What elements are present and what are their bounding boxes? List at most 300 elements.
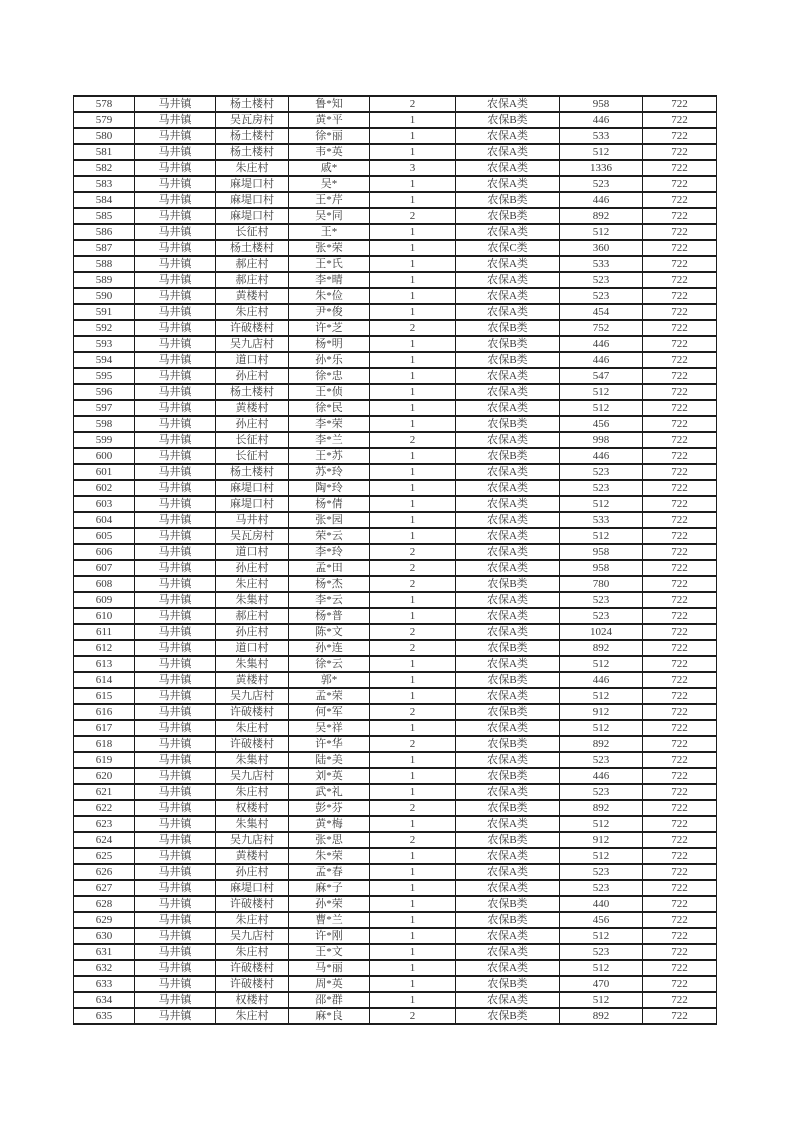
table-cell: 2 xyxy=(370,544,456,560)
table-cell: 1 xyxy=(370,144,456,160)
table-cell: 农保B类 xyxy=(456,832,560,848)
table-row xyxy=(74,832,717,848)
table-cell: 722 xyxy=(643,960,717,976)
table-row xyxy=(74,144,717,160)
table-row xyxy=(74,448,717,464)
table-row xyxy=(74,880,717,896)
table-row xyxy=(74,240,717,256)
table-cell: 麻堤口村 xyxy=(216,192,289,208)
table-cell: 马井镇 xyxy=(135,864,216,880)
table-cell: 1 xyxy=(370,368,456,384)
table-cell: 马井镇 xyxy=(135,96,216,112)
table-cell: 苏*玲 xyxy=(289,464,370,480)
table-row xyxy=(74,416,717,432)
table-row xyxy=(74,336,717,352)
table-cell: 722 xyxy=(643,416,717,432)
table-cell: 1 xyxy=(370,400,456,416)
table-row xyxy=(74,352,717,368)
table-cell: 麻堤口村 xyxy=(216,496,289,512)
table-cell: 580 xyxy=(74,128,135,144)
table-cell: 585 xyxy=(74,208,135,224)
table-row xyxy=(74,368,717,384)
table-cell: 农保A类 xyxy=(456,880,560,896)
table-cell: 马井镇 xyxy=(135,576,216,592)
table-cell: 马井镇 xyxy=(135,480,216,496)
table-cell: 杨土楼村 xyxy=(216,464,289,480)
table-cell: 892 xyxy=(560,800,643,816)
table-cell: 1 xyxy=(370,752,456,768)
table-cell: 许*芝 xyxy=(289,320,370,336)
table-cell: 杨土楼村 xyxy=(216,240,289,256)
table-cell: 722 xyxy=(643,752,717,768)
table-cell: 吴瓦房村 xyxy=(216,528,289,544)
table-row xyxy=(74,816,717,832)
table-cell: 郝庄村 xyxy=(216,256,289,272)
table-cell: 722 xyxy=(643,224,717,240)
table-cell: 998 xyxy=(560,432,643,448)
table-cell: 892 xyxy=(560,640,643,656)
table-cell: 马井镇 xyxy=(135,144,216,160)
table-cell: 610 xyxy=(74,608,135,624)
table-cell: 马井镇 xyxy=(135,608,216,624)
table-cell: 许破楼村 xyxy=(216,960,289,976)
table-cell: 523 xyxy=(560,880,643,896)
table-cell: 许破楼村 xyxy=(216,320,289,336)
table-cell: 农保A类 xyxy=(456,128,560,144)
table-cell: 523 xyxy=(560,176,643,192)
table-cell: 892 xyxy=(560,736,643,752)
table-row xyxy=(74,624,717,640)
table-row xyxy=(74,976,717,992)
table-cell: 农保B类 xyxy=(456,576,560,592)
table-cell: 616 xyxy=(74,704,135,720)
table-cell: 1 xyxy=(370,816,456,832)
table-cell: 722 xyxy=(643,784,717,800)
table-cell: 孙庄村 xyxy=(216,624,289,640)
table-cell: 583 xyxy=(74,176,135,192)
table-cell: 农保A类 xyxy=(456,720,560,736)
table-cell: 958 xyxy=(560,560,643,576)
table-cell: 马井镇 xyxy=(135,544,216,560)
table-row xyxy=(74,432,717,448)
table-cell: 626 xyxy=(74,864,135,880)
table-cell: 马井镇 xyxy=(135,384,216,400)
table-cell: 608 xyxy=(74,576,135,592)
table-cell: 587 xyxy=(74,240,135,256)
table-cell: 722 xyxy=(643,832,717,848)
table-cell: 1 xyxy=(370,896,456,912)
table-cell: 李*荣 xyxy=(289,416,370,432)
table-cell: 2 xyxy=(370,704,456,720)
table-cell: 1 xyxy=(370,608,456,624)
table-cell: 朱庄村 xyxy=(216,784,289,800)
table-cell: 徐*云 xyxy=(289,656,370,672)
table-cell: 618 xyxy=(74,736,135,752)
table-cell: 722 xyxy=(643,336,717,352)
table-cell: 593 xyxy=(74,336,135,352)
table-cell: 农保A类 xyxy=(456,400,560,416)
table-row xyxy=(74,784,717,800)
table-cell: 农保A类 xyxy=(456,288,560,304)
table-cell: 农保B类 xyxy=(456,192,560,208)
table-cell: 马井镇 xyxy=(135,256,216,272)
table-cell: 朱集村 xyxy=(216,592,289,608)
table-cell: 马井镇 xyxy=(135,656,216,672)
table-cell: 马井镇 xyxy=(135,528,216,544)
table-cell: 446 xyxy=(560,448,643,464)
table-cell: 道口村 xyxy=(216,640,289,656)
table-cell: 农保B类 xyxy=(456,208,560,224)
table-cell: 722 xyxy=(643,352,717,368)
table-cell: 孙庄村 xyxy=(216,416,289,432)
table-cell: 尹*俊 xyxy=(289,304,370,320)
table-cell: 农保A类 xyxy=(456,368,560,384)
table-cell: 许破楼村 xyxy=(216,736,289,752)
table-cell: 刘*英 xyxy=(289,768,370,784)
table-cell: 王*苏 xyxy=(289,448,370,464)
table-cell: 624 xyxy=(74,832,135,848)
table-cell: 2 xyxy=(370,736,456,752)
table-cell: 朱庄村 xyxy=(216,576,289,592)
table-row xyxy=(74,896,717,912)
table-cell: 孙庄村 xyxy=(216,368,289,384)
table-cell: 马井镇 xyxy=(135,928,216,944)
table-cell: 农保A类 xyxy=(456,656,560,672)
table-cell: 朱庄村 xyxy=(216,944,289,960)
table-cell: 农保B类 xyxy=(456,672,560,688)
table-cell: 512 xyxy=(560,960,643,976)
table-cell: 722 xyxy=(643,944,717,960)
table-cell: 孙*乐 xyxy=(289,352,370,368)
table-cell: 533 xyxy=(560,256,643,272)
table-row xyxy=(74,848,717,864)
table-cell: 马井镇 xyxy=(135,848,216,864)
table-cell: 523 xyxy=(560,272,643,288)
table-body xyxy=(74,96,717,1024)
table-cell: 446 xyxy=(560,352,643,368)
table-cell: 农保A类 xyxy=(456,816,560,832)
table-cell: 马井镇 xyxy=(135,464,216,480)
table-cell: 马井镇 xyxy=(135,976,216,992)
table-cell: 农保A类 xyxy=(456,544,560,560)
table-cell: 596 xyxy=(74,384,135,400)
table-cell: 1 xyxy=(370,944,456,960)
table-cell: 632 xyxy=(74,960,135,976)
table-cell: 722 xyxy=(643,912,717,928)
table-cell: 512 xyxy=(560,384,643,400)
table-cell: 马井镇 xyxy=(135,896,216,912)
table-cell: 722 xyxy=(643,368,717,384)
table-cell: 586 xyxy=(74,224,135,240)
table-cell: 360 xyxy=(560,240,643,256)
table-cell: 722 xyxy=(643,560,717,576)
table-cell: 马井镇 xyxy=(135,688,216,704)
table-cell: 马井镇 xyxy=(135,352,216,368)
table-cell: 603 xyxy=(74,496,135,512)
table-cell: 1 xyxy=(370,256,456,272)
table-cell: 456 xyxy=(560,912,643,928)
table-cell: 马井村 xyxy=(216,512,289,528)
table-cell: 523 xyxy=(560,752,643,768)
table-cell: 722 xyxy=(643,112,717,128)
table-cell: 朱集村 xyxy=(216,752,289,768)
table-cell: 农保A类 xyxy=(456,960,560,976)
table-cell: 孟*荣 xyxy=(289,688,370,704)
table-cell: 2 xyxy=(370,1008,456,1024)
table-cell: 王* xyxy=(289,224,370,240)
table-cell: 农保B类 xyxy=(456,800,560,816)
table-cell: 722 xyxy=(643,176,717,192)
table-cell: 602 xyxy=(74,480,135,496)
table-cell: 607 xyxy=(74,560,135,576)
table-cell: 512 xyxy=(560,688,643,704)
table-cell: 农保B类 xyxy=(456,320,560,336)
table-cell: 陆*美 xyxy=(289,752,370,768)
table-cell: 722 xyxy=(643,128,717,144)
table-cell: 农保B类 xyxy=(456,736,560,752)
table-cell: 徐*丽 xyxy=(289,128,370,144)
table-cell: 麻*子 xyxy=(289,880,370,896)
table-cell: 农保A类 xyxy=(456,992,560,1008)
table-cell: 1 xyxy=(370,992,456,1008)
table-cell: 446 xyxy=(560,336,643,352)
table-row xyxy=(74,400,717,416)
table-cell: 613 xyxy=(74,656,135,672)
table-row xyxy=(74,112,717,128)
table-cell: 马*丽 xyxy=(289,960,370,976)
table-cell: 547 xyxy=(560,368,643,384)
table-cell: 杨*普 xyxy=(289,608,370,624)
table-cell: 1 xyxy=(370,288,456,304)
table-cell: 1024 xyxy=(560,624,643,640)
table-cell: 627 xyxy=(74,880,135,896)
table-cell: 吴九店村 xyxy=(216,928,289,944)
table-cell: 张*思 xyxy=(289,832,370,848)
table-cell: 马井镇 xyxy=(135,944,216,960)
table-cell: 马井镇 xyxy=(135,816,216,832)
table-cell: 1 xyxy=(370,688,456,704)
table-cell: 张*荣 xyxy=(289,240,370,256)
table-cell: 1 xyxy=(370,960,456,976)
table-cell: 625 xyxy=(74,848,135,864)
table-cell: 孙*荣 xyxy=(289,896,370,912)
table-row xyxy=(74,912,717,928)
table-cell: 农保A类 xyxy=(456,608,560,624)
table-cell: 马井镇 xyxy=(135,768,216,784)
table-cell: 592 xyxy=(74,320,135,336)
table-cell: 523 xyxy=(560,864,643,880)
table-cell: 1 xyxy=(370,224,456,240)
table-cell: 孙*连 xyxy=(289,640,370,656)
table-cell: 1 xyxy=(370,720,456,736)
table-cell: 道口村 xyxy=(216,352,289,368)
table-cell: 2 xyxy=(370,576,456,592)
table-cell: 722 xyxy=(643,880,717,896)
table-cell: 722 xyxy=(643,672,717,688)
table-row xyxy=(74,608,717,624)
table-cell: 孙庄村 xyxy=(216,864,289,880)
table-cell: 吴九店村 xyxy=(216,832,289,848)
table-row xyxy=(74,576,717,592)
table-cell: 600 xyxy=(74,448,135,464)
table-cell: 农保A类 xyxy=(456,480,560,496)
table-cell: 512 xyxy=(560,224,643,240)
table-cell: 2 xyxy=(370,640,456,656)
table-cell: 628 xyxy=(74,896,135,912)
table-cell: 635 xyxy=(74,1008,135,1024)
table-cell: 623 xyxy=(74,816,135,832)
table-cell: 杨土楼村 xyxy=(216,128,289,144)
table-cell: 吴*祥 xyxy=(289,720,370,736)
table-row xyxy=(74,512,717,528)
table-cell: 马井镇 xyxy=(135,672,216,688)
table-cell: 722 xyxy=(643,992,717,1008)
table-cell: 446 xyxy=(560,192,643,208)
table-cell: 农保A类 xyxy=(456,560,560,576)
table-row xyxy=(74,288,717,304)
table-cell: 614 xyxy=(74,672,135,688)
table-cell: 446 xyxy=(560,672,643,688)
table-cell: 722 xyxy=(643,384,717,400)
table-cell: 1 xyxy=(370,784,456,800)
table-cell: 张*园 xyxy=(289,512,370,528)
table-cell: 3 xyxy=(370,160,456,176)
table-cell: 农保A类 xyxy=(456,496,560,512)
table-cell: 1 xyxy=(370,240,456,256)
table-cell: 722 xyxy=(643,976,717,992)
table-row xyxy=(74,320,717,336)
table-cell: 马井镇 xyxy=(135,560,216,576)
table-cell: 武*礼 xyxy=(289,784,370,800)
table-cell: 523 xyxy=(560,608,643,624)
table-cell: 农保B类 xyxy=(456,768,560,784)
table-cell: 黄楼村 xyxy=(216,400,289,416)
table-cell: 598 xyxy=(74,416,135,432)
table-cell: 马井镇 xyxy=(135,704,216,720)
table-cell: 533 xyxy=(560,128,643,144)
table-cell: 农保A类 xyxy=(456,848,560,864)
table-cell: 马井镇 xyxy=(135,128,216,144)
table-cell: 麻堤口村 xyxy=(216,176,289,192)
table-cell: 马井镇 xyxy=(135,176,216,192)
table-cell: 农保A类 xyxy=(456,176,560,192)
table-cell: 农保B类 xyxy=(456,352,560,368)
table-cell: 马井镇 xyxy=(135,752,216,768)
table-cell: 1 xyxy=(370,128,456,144)
table-cell: 722 xyxy=(643,864,717,880)
table-cell: 633 xyxy=(74,976,135,992)
table-cell: 606 xyxy=(74,544,135,560)
table-cell: 1 xyxy=(370,848,456,864)
table-cell: 韦*英 xyxy=(289,144,370,160)
table-row xyxy=(74,192,717,208)
table-cell: 农保A类 xyxy=(456,96,560,112)
table-row xyxy=(74,480,717,496)
table-cell: 1 xyxy=(370,272,456,288)
table-cell: 农保B类 xyxy=(456,896,560,912)
table-cell: 523 xyxy=(560,944,643,960)
table-cell: 麻堤口村 xyxy=(216,480,289,496)
table-cell: 454 xyxy=(560,304,643,320)
table-row xyxy=(74,496,717,512)
table-cell: 麻*良 xyxy=(289,1008,370,1024)
table-row xyxy=(74,464,717,480)
table-cell: 马井镇 xyxy=(135,496,216,512)
table-cell: 722 xyxy=(643,800,717,816)
table-cell: 591 xyxy=(74,304,135,320)
table-cell: 农保A类 xyxy=(456,528,560,544)
table-cell: 722 xyxy=(643,640,717,656)
table-cell: 2 xyxy=(370,432,456,448)
table-cell: 780 xyxy=(560,576,643,592)
table-cell: 马井镇 xyxy=(135,960,216,976)
table-cell: 农保A类 xyxy=(456,752,560,768)
table-cell: 王*侦 xyxy=(289,384,370,400)
table-cell: 604 xyxy=(74,512,135,528)
table-cell: 农保A类 xyxy=(456,160,560,176)
table-cell: 634 xyxy=(74,992,135,1008)
table-cell: 722 xyxy=(643,192,717,208)
table-cell: 黄*梅 xyxy=(289,816,370,832)
table-cell: 郝庄村 xyxy=(216,272,289,288)
table-cell: 446 xyxy=(560,768,643,784)
table-cell: 1 xyxy=(370,192,456,208)
table-cell: 马井镇 xyxy=(135,912,216,928)
table-cell: 722 xyxy=(643,432,717,448)
table-row xyxy=(74,528,717,544)
table-cell: 马井镇 xyxy=(135,432,216,448)
table-cell: 446 xyxy=(560,112,643,128)
table-cell: 2 xyxy=(370,96,456,112)
table-cell: 朱集村 xyxy=(216,656,289,672)
table-cell: 马井镇 xyxy=(135,624,216,640)
table-cell: 许破楼村 xyxy=(216,704,289,720)
table-cell: 朱庄村 xyxy=(216,1008,289,1024)
table-cell: 吴* xyxy=(289,176,370,192)
table-cell: 512 xyxy=(560,656,643,672)
table-row xyxy=(74,256,717,272)
table-cell: 611 xyxy=(74,624,135,640)
table-cell: 722 xyxy=(643,928,717,944)
table-cell: 722 xyxy=(643,688,717,704)
table-cell: 徐*民 xyxy=(289,400,370,416)
table-cell: 陶*玲 xyxy=(289,480,370,496)
table-cell: 722 xyxy=(643,528,717,544)
table-row xyxy=(74,944,717,960)
table-cell: 579 xyxy=(74,112,135,128)
table-row xyxy=(74,208,717,224)
table-row xyxy=(74,768,717,784)
table-cell: 农保A类 xyxy=(456,784,560,800)
table-cell: 1 xyxy=(370,352,456,368)
table-row xyxy=(74,928,717,944)
table-cell: 马井镇 xyxy=(135,208,216,224)
table-cell: 长征村 xyxy=(216,448,289,464)
table-cell: 农保B类 xyxy=(456,448,560,464)
table-cell: 农保A类 xyxy=(456,464,560,480)
table-cell: 杨土楼村 xyxy=(216,96,289,112)
table-cell: 597 xyxy=(74,400,135,416)
table-cell: 农保B类 xyxy=(456,912,560,928)
table-cell: 马井镇 xyxy=(135,1008,216,1024)
table-row xyxy=(74,800,717,816)
table-cell: 孟*田 xyxy=(289,560,370,576)
table-cell: 722 xyxy=(643,816,717,832)
table-cell: 彭*芬 xyxy=(289,800,370,816)
table-cell: 590 xyxy=(74,288,135,304)
table-cell: 杨*杰 xyxy=(289,576,370,592)
table-row xyxy=(74,752,717,768)
